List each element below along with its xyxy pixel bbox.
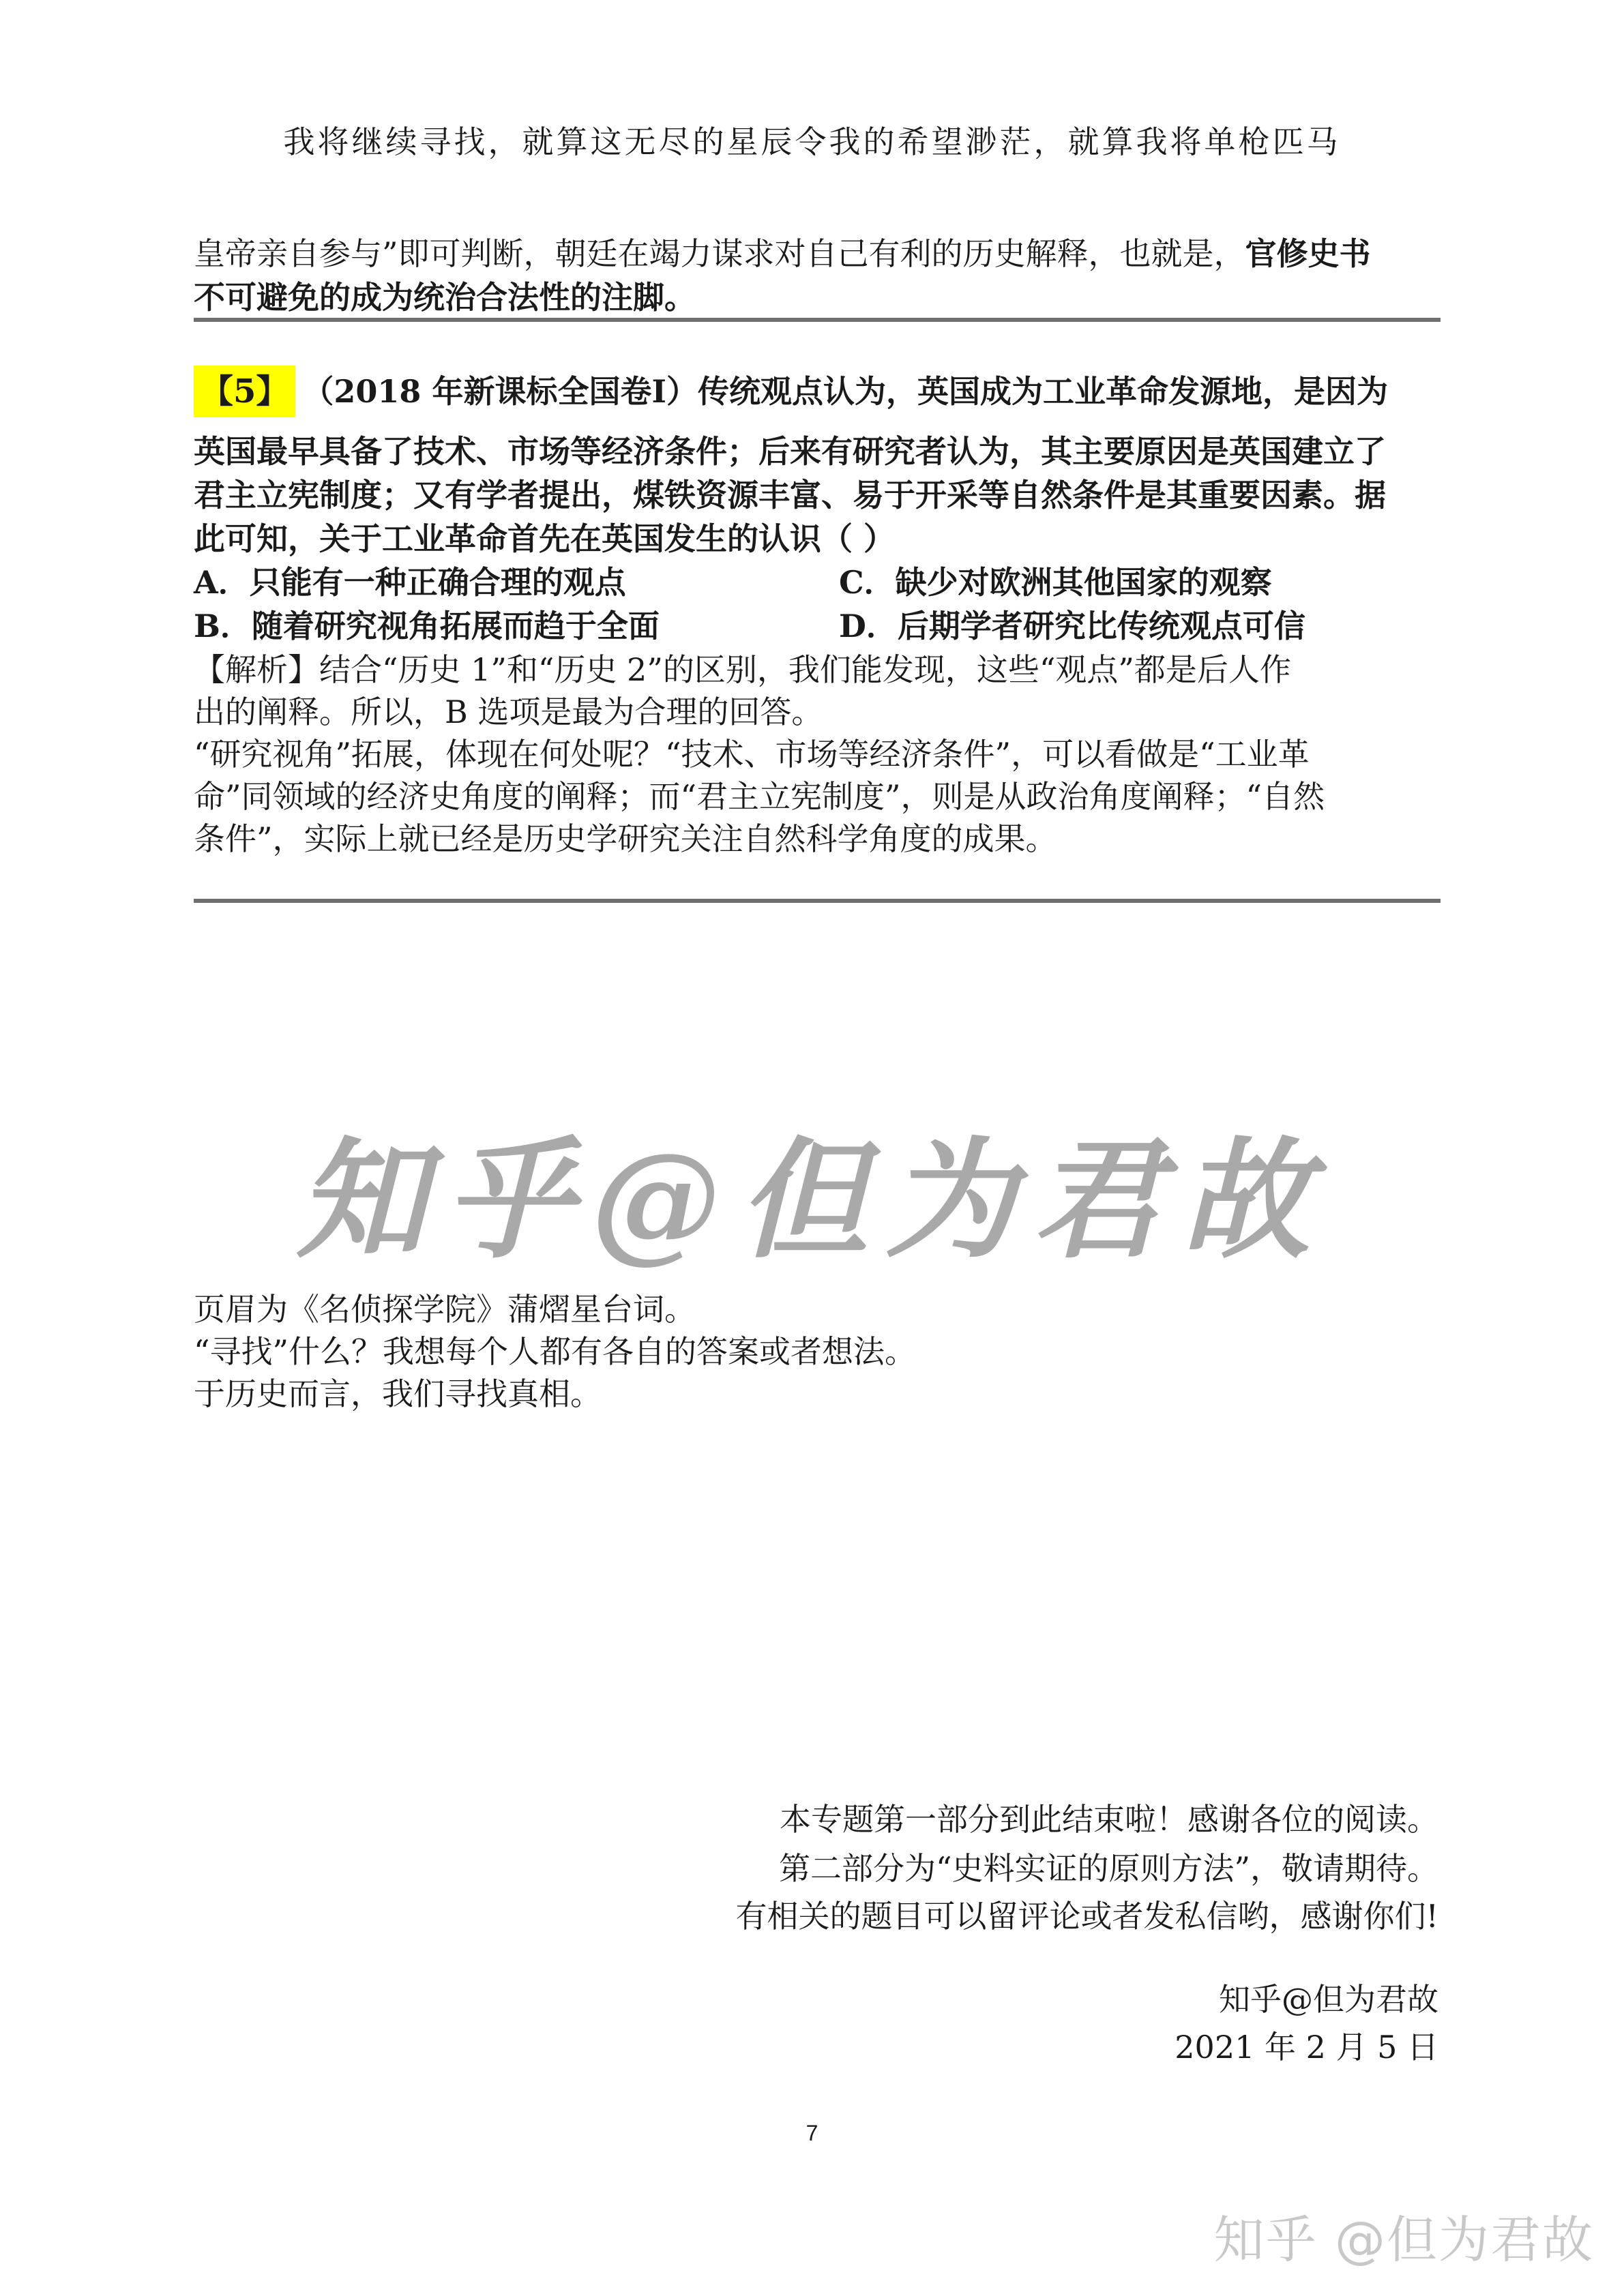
page-number: 7 <box>806 2121 818 2145</box>
note-line-3: 于历史而言，我们寻找真相。 <box>194 1375 602 1412</box>
analysis-line-1: 【解析】结合“历史 1”和“历史 2”的区别，我们能发现，这些“观点”都是后人作 <box>194 651 1291 688</box>
analysis-line-2: 出的阐释。所以，B 选项是最为合理的回答。 <box>194 694 823 730</box>
signature-date: 2021 年 2 月 5 日 <box>1175 2029 1438 2066</box>
signature-author: 知乎@但为君故 <box>1219 1981 1438 2018</box>
question-line-4: 此可知，关于工业革命首先在英国发生的认识（ ） <box>194 520 896 557</box>
watermark-text: 知乎@但为君故 <box>296 1124 1328 1276</box>
closing-line-3: 有相关的题目可以留评论或者发私信哟，感谢你们! <box>735 1898 1438 1935</box>
page-header: 我将继续寻找，就算这无尽的星辰令我的希望渺茫，就算我将单枪匹马 <box>283 123 1341 160</box>
closing-line-2: 第二部分为“史料实证的原则方法”，敬请期待。 <box>778 1850 1438 1887</box>
option-c: C．缺少对欧洲其他国家的观察 <box>839 564 1272 601</box>
brand-watermark: 知乎 @但为君故 <box>1213 2211 1594 2269</box>
note-line-2: “寻找”什么？我想每个人都有各自的答案或者想法。 <box>194 1333 917 1370</box>
analysis-line-5: 条件”，实际上就已经是历史学研究关注自然科学角度的成果。 <box>194 820 1057 857</box>
option-b: B．随着研究视角拓展而趋于全面 <box>194 608 660 644</box>
closing-line-1: 本专题第一部分到此结束啦！感谢各位的阅读。 <box>780 1801 1438 1838</box>
section-divider-top <box>194 318 1441 322</box>
question-line-2: 英国最早具备了技术、市场等经济条件；后来有研究者认为，其主要原因是英国建立了 <box>194 433 1386 470</box>
option-a: A．只能有一种正确合理的观点 <box>194 564 626 601</box>
option-d: D．后期学者研究比传统观点可信 <box>839 608 1305 644</box>
question-line-1 <box>194 366 1388 417</box>
note-line-1: 页眉为《名侦探学院》蒲熠星台词。 <box>194 1291 696 1328</box>
intro-line-1-bold: 官修史书 <box>1245 235 1371 272</box>
intro-line-1-normal: 皇帝亲自参与”即可判断，朝廷在竭力谋求对自己有利的历史解释，也就是， <box>194 235 1245 272</box>
intro-line-1 <box>194 232 1371 275</box>
analysis-line-3: “研究视角”拓展，体现在何处呢？“技术、市场等经济条件”，可以看做是“工业革 <box>194 736 1310 773</box>
question-line-3: 君主立宪制度；又有学者提出，煤铁资源丰富、易于开采等自然条件是其重要因素。据 <box>194 477 1386 513</box>
question-stem-1: （2018 年新课标全国卷Ⅰ）传统观点认为，英国成为工业革命发源地，是因为 <box>302 373 1388 410</box>
section-divider-bottom <box>194 899 1441 903</box>
analysis-line-4: 命”同领域的经济史角度的阐释；而“君主立宪制度”，则是从政治角度阐释；“自然 <box>194 778 1325 815</box>
question-number-highlight: 【5】 <box>194 366 295 417</box>
intro-line-2: 不可避免的成为统治合法性的注脚。 <box>194 279 696 316</box>
